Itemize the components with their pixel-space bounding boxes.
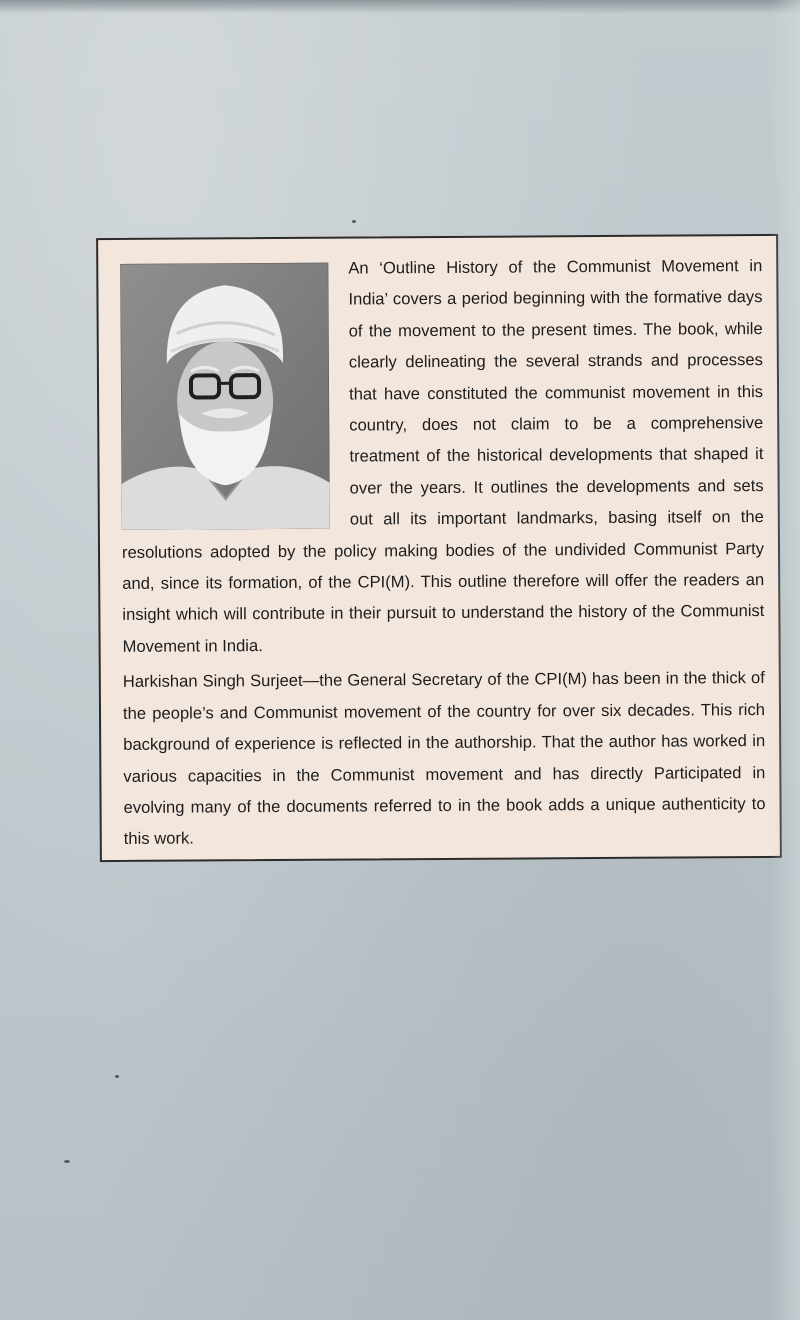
author-bio-paragraph: Harkishan Singh Surjeet—the General Secretary of the CPI(M) has been in the thick of the people’s and Communist movement of the country for over six decades. This rich background of experience is reflected in the authorship. That the author has worked in various capacities in the Communist movement and has directly Participated in evolving many of the documents referred to in the book adds a unique authenticity to this work.	[122, 668, 766, 849]
blurb-box	[96, 234, 782, 862]
paper-speck	[115, 1075, 119, 1078]
paper-speck	[64, 1160, 70, 1163]
blurb-paragraph: An ‘Outline History of the Communist Movement in India’ covers a period beginning with the formative days of the movement to the present times. The book, while clearly delineating the several strands and processes that have constituted the communist movement in this country, does not claim to be a comprehensive treatment of the historical developments that shaped it over the years. It outlines the developments and sets out all its important landmarks, basing itself on the resolutions adopted by the policy making bodies of the undivided Communist Party and, since its formation, of the CPI(M). This outline therefore will offer the readers an insight which will contribute in their pursuit to understand the history of the Communist Movement in India.	[121, 256, 765, 656]
author-portrait-photo	[120, 263, 330, 530]
paper-speck	[352, 220, 356, 223]
